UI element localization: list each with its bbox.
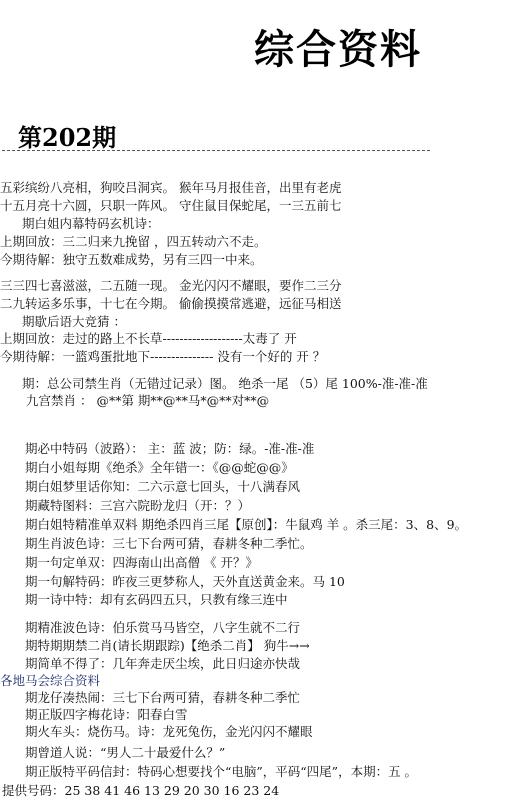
text-line: 今期待解：一篮鸡蛋批地下--------------- 没有一个好的 开 ？ bbox=[0, 349, 326, 364]
text-line: 期火车头：烧伤马。诗：龙死兔伤，金光闪闪不耀眼 bbox=[25, 724, 313, 739]
text-line: 期龙仔凑热闹：三七下台两可猜，春耕冬种二季忙 bbox=[25, 690, 301, 705]
text-line: 上期回放：走过的路上不长草-------------------太毒了 开 bbox=[0, 331, 297, 346]
verse-line: 三三四七喜滋滋，二五随一现。 金光闪闪不耀眼，要作二三分 bbox=[0, 278, 342, 293]
text-line: 九宫禁肖 ： @**第 期**@**马*@**对**@ bbox=[26, 393, 270, 408]
section-heading: 期白姐内幕特码玄机诗： bbox=[22, 216, 160, 231]
text-line: 期精准波色诗：伯乐赏马马皆空，八字生就不二行 bbox=[25, 620, 301, 635]
text-line: 期一句解特码：昨夜三更梦称人，天外直送黄金来。马 10 bbox=[25, 574, 345, 589]
text-line: 今期待解：独守五数难成势，另有三四一中来。 bbox=[0, 252, 263, 267]
text-line: 期白小姐每期《绝杀》全年错一：《@@蛇@@》 bbox=[25, 460, 294, 475]
section-heading: 期歇后语大竞猜 ： bbox=[22, 314, 126, 329]
text-line: 期藏特图料：三宫六院盼龙归（开：？） bbox=[25, 498, 251, 513]
verse-line: 五彩缤纷八亮相，狗咬吕洞宾。 猴年马月报佳音，出里有老虎 bbox=[0, 180, 342, 195]
text-line: 期正版四字梅花诗：阳春白雪 bbox=[25, 707, 188, 722]
text-line: 期白姐特精准单双料 期绝杀四肖三尾【原创】：牛鼠鸡 羊 。杀三尾：3、8、9。 bbox=[25, 517, 468, 532]
text-line: 期白姐梦里话你知：二六示意七回头，十八满春风 bbox=[25, 479, 301, 494]
verse-line: 二九转运多乐事，十七在今期。 偷偷摸摸常逃避，远征马相送 bbox=[0, 296, 342, 311]
text-line: 期曾道人说：“男人二十最爱什么？” bbox=[25, 745, 226, 760]
text-line: 期生肖波色诗：三七下台两可猜，春耕冬种二季忙。 bbox=[25, 536, 313, 551]
text-line: 期必中特码（波路）： 主：蓝 波；防：绿。-准-准-准 bbox=[25, 441, 315, 456]
text-line: 期一句定单双：四海南山出高僧 《 开？》 bbox=[25, 555, 258, 570]
text-line: 期正版特平码信封：特码心想要找个“电脑”，平码“四尾”，本期：五 。 bbox=[25, 764, 418, 779]
verse-line: 十五月亮十六圆，只职一阵风。 守住鼠目保蛇尾，一三五前七 bbox=[0, 198, 342, 213]
issue-number: 第202期 bbox=[18, 123, 117, 152]
text-line: 期简单不得了：几年奔走厌尘埃，此日归途亦快哉 bbox=[25, 656, 301, 671]
divider-line bbox=[2, 150, 430, 151]
section-heading-blue: 各地马会综合资料 bbox=[0, 673, 101, 688]
numbers-line: 提供号码：25 38 41 46 13 29 20 30 16 23 24 bbox=[2, 783, 280, 798]
text-line: 期特期期禁二肖(请长期跟踪)【绝杀二肖】 狗牛→→ bbox=[25, 638, 310, 653]
text-line: 期：总公司禁生肖（无错过记录）图。 绝杀一尾 （5）尾 100%-准-准-准 bbox=[22, 376, 428, 391]
text-line: 上期回放：三二归来九挽留 ，四五转动六不走。 bbox=[0, 234, 267, 249]
page-title: 综合资料 bbox=[254, 26, 422, 73]
text-line: 期一诗中特：却有玄码四五只，只教有缘三连中 bbox=[25, 592, 288, 607]
